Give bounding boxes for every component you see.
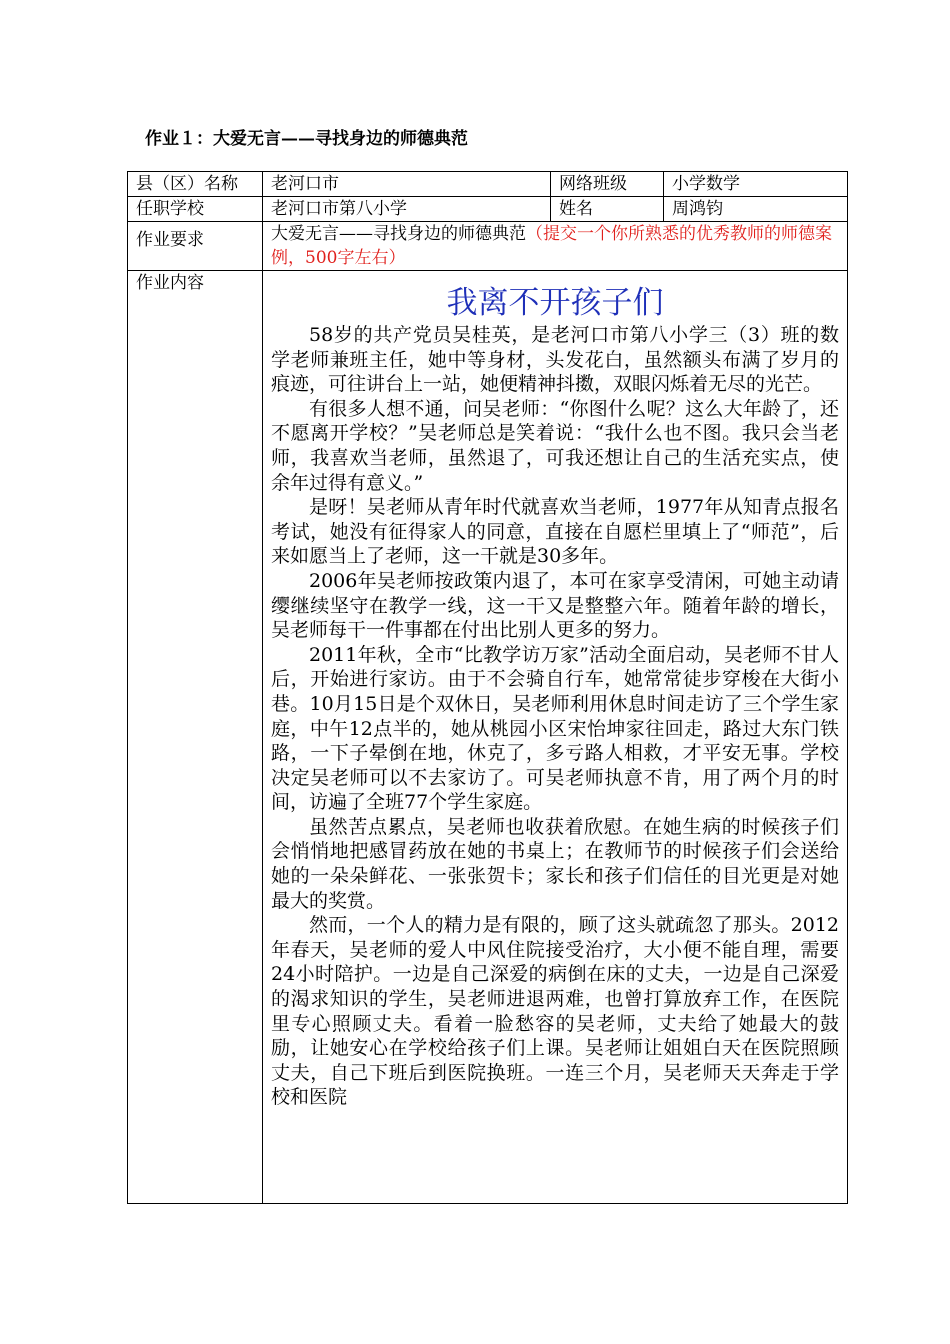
school-label: 任职学校 — [128, 197, 263, 222]
essay-paragraph-6: 虽然苦点累点，吴老师也收获着欣慰。在她生病的时候孩子们会悄悄地把感冒药放在她的书桌上；在教师节的时候孩子们会送给她的一朵朵鲜花、一张张贺卡；家长和孩子们信任的目光更是对她最大的奖赏。 — [271, 815, 839, 912]
requirement-text: 大爱无言——寻找身边的师德典范 — [271, 224, 526, 244]
form-row-content — [128, 271, 848, 1204]
essay-paragraph-4: 2006年吴老师按政策内退了，本可在家享受清闲，可她主动请缨继续坚守在教学一线，这一干又是整整六年。随着年龄的增长，吴老师每干一件事都在付出比别人更多的努力。 — [271, 569, 839, 642]
class-label: 网络班级 — [551, 172, 664, 197]
class-value: 小学数学 — [664, 172, 848, 197]
essay-title: 我离不开孩子们 — [446, 285, 664, 321]
assignment-heading: 作业１：大爱无言——寻找身边的师德典范 — [145, 129, 468, 149]
essay-paragraph-2: 有很多人想不通，问吴老师：“你图什么呢？这么大年龄了，还不愿离开学校？”吴老师总是笑着说：“我什么也不图。我只会当老师，我喜欢当老师，虽然退了，可我还想让自己的生活充实点，使余年过得有意义。” — [271, 397, 839, 494]
district-value: 老河口市 — [263, 172, 551, 197]
requirement-label: 作业要求 — [128, 222, 263, 271]
name-value: 周鸿钧 — [664, 197, 848, 222]
essay-paragraph-1: 58岁的共产党员吴桂英，是老河口市第八小学三（3）班的数学老师兼班主任，她中等身材，头发花白，虽然额头布满了岁月的痕迹，可往讲台上一站，她便精神抖擞，双眼闪烁着无尽的光芒。 — [271, 324, 839, 396]
form-row-district — [128, 172, 848, 197]
essay-paragraph-5: 2011年秋，全市“比教学访万家”活动全面启动，吴老师不甘人后，开始进行家访。由于不会骑自行车，她常常徒步穿梭在大街小巷。10月15日是个双休日，吴老师利用休息时间走访了三个学生家庭，中午12点半的，她从桃园小区宋怡坤家往回走，路过大东门铁路，一下子晕倒在地，休克了，多亏路人相救，才平安无事。学校决定吴老师可以不去家访了。可吴老师执意不肯，用了两个月的时间，访遍了全班77个学生家庭。 — [271, 643, 839, 814]
requirement-value — [263, 222, 848, 271]
essay-paragraph-3: 是呀！吴老师从青年时代就喜欢当老师，1977年从知青点报名考试，她没有征得家人的同意，直接在自愿栏里填上了“师范”，后来如愿当上了老师，这一干就是30多年。 — [271, 496, 839, 568]
requirement-note: （提交一个你所熟悉的优秀教师的师德案例，500字左右） — [271, 224, 832, 268]
content-label: 作业内容 — [128, 271, 263, 1204]
district-label: 县（区）名称 — [128, 172, 263, 197]
form-row-requirement — [128, 222, 848, 271]
essay-body — [263, 271, 848, 1204]
name-label: 姓名 — [551, 197, 664, 222]
school-value: 老河口市第八小学 — [263, 197, 551, 222]
essay-paragraph-7: 然而，一个人的精力是有限的，顾了这头就疏忽了那头。2012年春天，吴老师的爱人中风住院接受治疗，大小便不能自理，需要24小时陪护。一边是自己深爱的病倒在床的丈夫，一边是自己深爱的渴求知识的学生，吴老师进退两难，也曾打算放弃工作，在医院里专心照顾丈夫。看着一脸愁容的吴老师，丈夫给了她最大的鼓励，让她安心在学校给孩子们上课。吴老师让姐姐白天在医院照顾丈夫，自己下班后到医院换班。一连三个月，吴老师天天奔走于学校和医院 — [271, 914, 839, 1109]
form-row-school — [128, 197, 848, 222]
assignment-form — [127, 171, 848, 1204]
